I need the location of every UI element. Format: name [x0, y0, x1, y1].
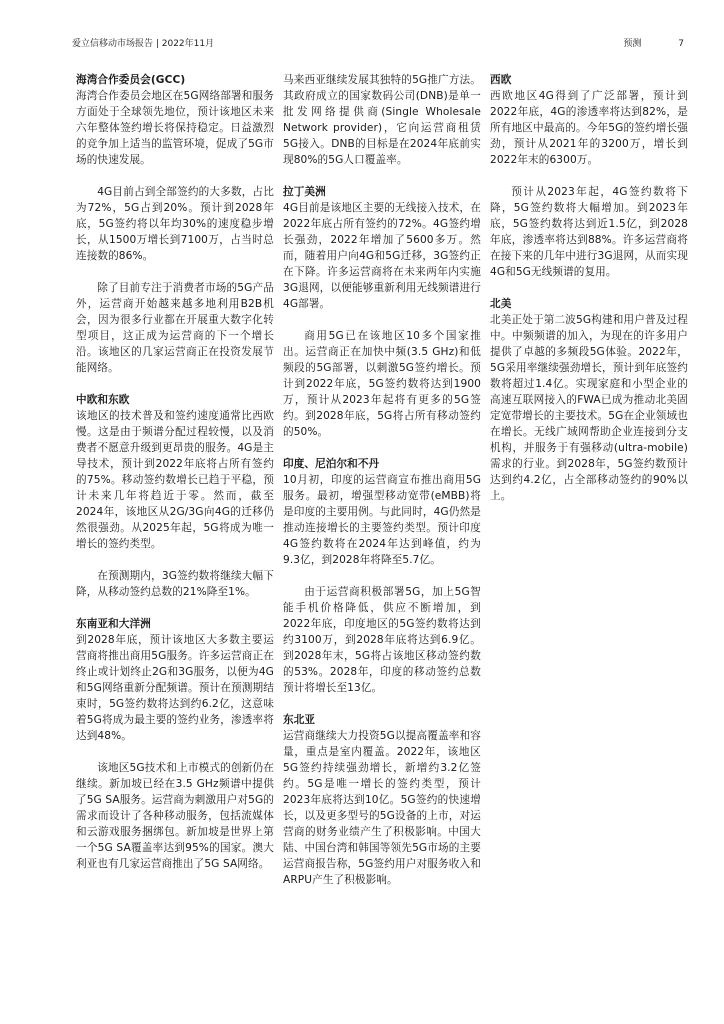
india-paragraph-2: 由于运营商积极部署5G，加上5G智能手机价格降低，供应不断增加，到2022年底，印度地区的5G签约数将达到约3100万，到2028年底将达到6.9亿。到2028年末，5G将占该地区移动签约数的53%。2028年，印度的移动签约总数预计将增长至13亿。 — [283, 586, 481, 694]
report-title: 爱立信移动市场报告 | 2022年11月 — [72, 39, 215, 49]
sea-paragraph-3: 马来西亚继续发展其独特的5G推广方法。其政府成立的国家数码公司(DNB)是单一批发网络提供商(Single Wholesale Network provider)，它向运营商租赁5G接入。DNB的目标是在2024年底前实现80%的5G人口覆盖率。 — [283, 74, 481, 166]
nea-paragraph-1: 运营商继续大力投资5G以提高覆盖率和容量，重点是室内覆盖。2022年，该地区5G签约持续强劲增长，新增约3.2亿签约。5G是唯一增长的签约类型，预计2023年底将达到10亿。5G签约的快速增长，以及更多型号的5G设备的上市，对运营商的财务业绩产生了积极影响。中国大陆、中国台湾和韩国等领先5G市场的主要运营商报告称，5G签约用户对服务收入和ARPU产生了积极影响。 — [283, 730, 481, 886]
gcc-paragraph-1: 海湾合作委员会地区在5G网络部署和服务方面处于全球领先地位，预计该地区未来六年整体签约增长将保持稳定。日益激烈的竞争加上适当的监管环境，促成了5G市场的快速发展。 — [76, 90, 274, 166]
we-paragraph-2: 预计从2023年起，4G签约数将下降，5G签约数将大幅增加。到2023年底，5G签约数将达到近1.5亿，到2028年底，渗透率将达到88%。许多运营商将在接下来的几年中进行3G退网，从而实现4G和5G无线频谱的复用。 — [490, 186, 688, 278]
section-label: 预测 — [623, 39, 642, 49]
latam-heading: 拉丁美洲 — [283, 186, 326, 198]
cee-paragraph-2: 在预测期内，3G签约数将继续大幅下降，从移动签约总数的21%降至1%。 — [76, 570, 274, 598]
column-1 — [76, 72, 274, 888]
india-paragraph-1: 10月初，印度的运营商宣布推出商用5G服务。最初，增强型移动宽带(eMBB)将是印度的主要用例。与此同时，4G仍然是推动连接增长的主要签约类型。预计印度4G签约数将在2024年达到峰值，约为9.3亿，到2028年将降至5.7亿。 — [283, 474, 481, 566]
header-right — [589, 36, 684, 49]
cee-heading: 中欧和东欧 — [76, 394, 130, 406]
we-heading: 西欧 — [490, 74, 512, 86]
latam-paragraph-2: 商用5G已在该地区10多个国家推出。运营商正在加快中频(3.5 GHz)和低频段的5G部署，以刺激5G签约增长。预计到2022年底，5G签约数将达到1900万，预计从2023年起将有更多的5G签约。到2028年底，5G将占所有移动签约的50%。 — [283, 330, 481, 438]
gcc-heading: 海湾合作委员会(GCC) — [76, 74, 186, 86]
gcc-paragraph-3: 除了目前专注于消费者市场的5G产品外，运营商开始越来越多地利用B2B机会，因为很多行业都在开展重大数字化转型项目，这正成为运营商的下一个增长沿。该地区的几家运营商正在投资发展节能网络。 — [76, 282, 274, 374]
india-heading: 印度、尼泊尔和不丹 — [283, 458, 380, 470]
sea-paragraph-1: 到2028年底，预计该地区大多数主要运营商将推出商用5G服务。许多运营商正在终止或计划终止2G和3G服务，以便为4G和5G网络重新分配频谱。预计在预测期结束时，5G签约数将达到约6.2亿，这意味着5G将成为最主要的签约业务，渗透率将达到48%。 — [76, 634, 274, 742]
cee-paragraph-1: 该地区的技术普及和签约速度通常比西欧慢。这是由于频谱分配过程较慢，以及消费者不愿意升级到更昂贵的服务。4G是主导技术，预计到2022年底将占所有签约的75%。移动签约数增长已趋于平稳，预计未来几年将趋近于零。然而，截至2024年，该地区从2G/3G向4G的迁移仍然很强劲。从2025年起，5G将成为唯一增长的签约类型。 — [76, 410, 274, 550]
na-paragraph-1: 北美正处于第二波5G构建和用户普及过程中。中频频谱的加入，为现在的许多用户提供了卓越的多频段5G体验。2022年，5G采用率继续强劲增长，预计到年底签约数将超过1.4亿。实现家庭和小型企业的高速互联网接入的FWA已成为推动北美固定宽带增长的主要技术。5G在企业领域也在增长。无线广域网帮助企业连接到分支机构，并服务于有强移动(ultra-mobile)需求的行业。到2028年，5G签约数预计达到约4.2亿，占全部移动签约的90%以上。 — [490, 314, 688, 502]
column-2 — [283, 72, 481, 904]
page-number: 7 — [678, 39, 684, 49]
page-header — [72, 36, 684, 50]
latam-paragraph-1: 4G目前是该地区主要的无线接入技术，在2022年底占所有签约的72%。4G签约增长强劲，2022年增加了5600多万。然而，随着用户向4G和5G迁移，3G签约正在下降。许多运营商将在未来两年内实施3G退网，以便能够重新利用无线频谱进行4G部署。 — [283, 202, 481, 310]
sea-heading: 东南亚和大洋洲 — [76, 618, 151, 630]
sea-paragraph-2: 该地区5G技术和上市模式的创新仍在继续。新加坡已经在3.5 GHz频谱中提供了5G SA服务。运营商为刺激用户对5G的需求而设计了各种移动服务，包括流媒体和云游戏服务捆绑包。新加坡是世界上第一个5G SA覆盖率达到95%的国家。澳大利亚也有几家运营商推出了5G SA网络。 — [76, 762, 274, 870]
nea-heading: 东北亚 — [283, 714, 316, 726]
gcc-paragraph-2: 4G目前占到全部签约的大多数，占比为72%，5G占到20%。预计到2028年底，5G签约将以年均30%的速度稳步增长，从1500万增长到7100万，占当时总连接数的86%。 — [76, 186, 274, 262]
na-heading: 北美 — [490, 298, 512, 310]
column-3 — [490, 72, 688, 520]
we-paragraph-1: 西欧地区4G得到了广泛部署，预计到2022年底，4G的渗透率将达到82%，是所有地区中最高的。今年5G的签约增长强劲，预计从2021年的3200万，增长到2022年末的6300万。 — [490, 90, 688, 166]
